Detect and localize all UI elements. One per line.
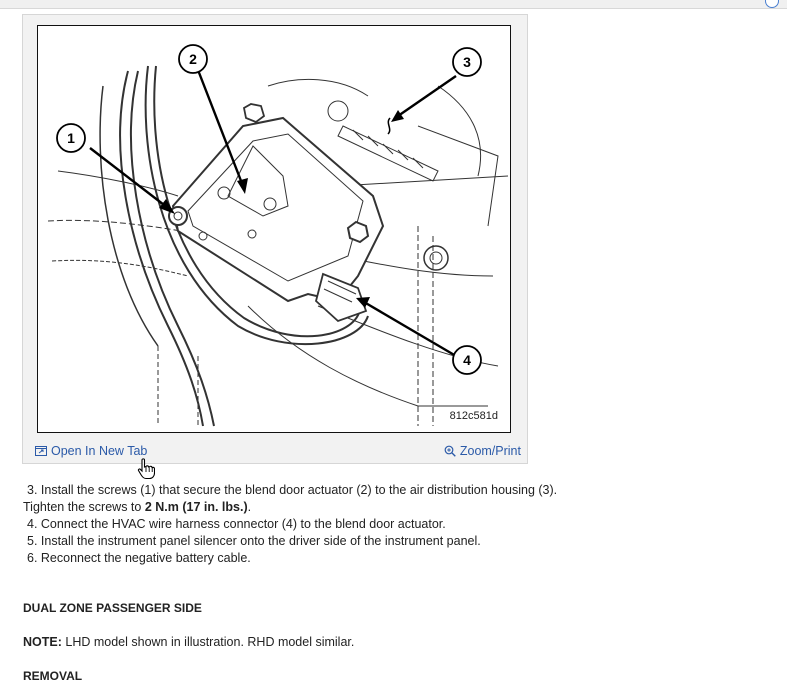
note-paragraph <box>23 635 354 649</box>
blend-door-actuator-illustration <box>38 26 511 433</box>
zoom-print-link[interactable] <box>444 444 521 458</box>
torque-prefix: Tighten the screws to <box>23 500 145 514</box>
profile-icon[interactable] <box>765 0 779 8</box>
figure-toolbar <box>23 441 527 463</box>
figure-code: 812c581d <box>449 410 498 422</box>
torque-suffix: . <box>247 500 252 514</box>
callout-4 <box>453 346 481 374</box>
callout-4-label: 4 <box>463 352 471 368</box>
removal-heading: REMOVAL <box>23 669 83 683</box>
step-5: 5. Install the instrument panel silencer onto the driver side of the instrument panel. <box>27 534 481 548</box>
step-3-line-2 <box>23 499 623 516</box>
note-text: LHD model shown in illustration. RHD model similar. <box>61 635 355 649</box>
callout-1-label: 1 <box>67 130 75 146</box>
torque-value: 2 N.m (17 in. lbs.) <box>144 500 248 514</box>
open-in-new-tab-label: Open In New Tab <box>51 444 148 458</box>
callout-3-label: 3 <box>463 54 471 70</box>
note-label: NOTE: <box>23 635 62 649</box>
step-3-line-1: 3. Install the screws (1) that secure the blend door actuator (2) to the air distribution housing (3). <box>27 483 558 497</box>
callout-2 <box>179 45 207 73</box>
callout-3 <box>453 48 481 76</box>
figure-card <box>22 14 528 464</box>
section-heading: DUAL ZONE PASSENGER SIDE <box>23 601 202 615</box>
hand-cursor-icon <box>137 458 155 480</box>
illustration-frame <box>37 25 511 433</box>
callout-2-label: 2 <box>189 51 197 67</box>
open-in-new-tab-link[interactable] <box>35 444 147 458</box>
step-6: 6. Reconnect the negative battery cable. <box>27 551 251 565</box>
open-new-tab-icon <box>35 445 47 457</box>
installation-steps <box>23 482 623 567</box>
zoom-print-label: Zoom/Print <box>459 444 521 458</box>
browser-top-bar <box>0 0 787 9</box>
callout-1 <box>57 124 85 152</box>
zoom-in-icon <box>444 445 456 457</box>
step-4: 4. Connect the HVAC wire harness connector (4) to the blend door actuator. <box>27 517 446 531</box>
